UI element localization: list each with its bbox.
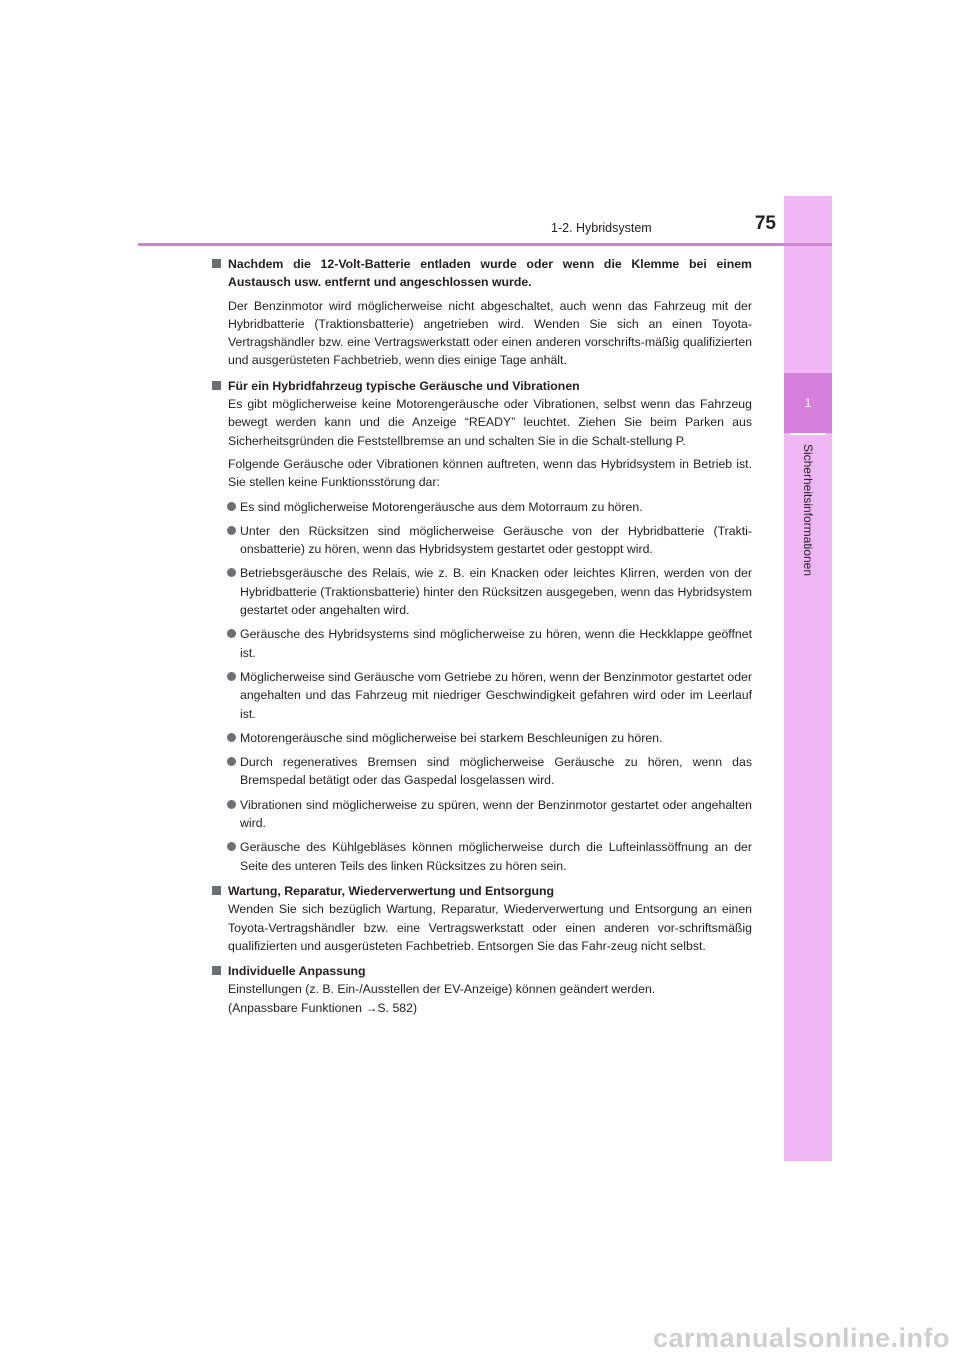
heading-text: Wartung, Reparatur, Wiederverwertung und Entsorgung	[228, 883, 555, 898]
list-item-text: Betriebsgeräusche des Relais, wie z. B. ein Knacken oder leichtes Klirren, werden von der Hybridbatterie (Traktionsbatterie) hinter den Rücksitzen ausgegeben, wenn das Hybridsystem gestartet oder angehalten wird.	[240, 566, 752, 618]
list-item	[212, 729, 752, 747]
paragraph: Wenden Sie sich bezüglich Wartung, Reparatur, Wiederverwertung und Entsorgung an einen Toyota-Vertragshändler bzw. eine Vertragswerkstatt oder einen anderen vor-schriftsmäßig qualifizierten und ausgerüsteten Fachbetrieb. Entsorgen Sie das Fahr-zeug nicht selbst.	[228, 902, 752, 953]
page-number: 75	[754, 213, 776, 234]
round-bullet-icon	[227, 629, 236, 638]
square-bullet-icon	[212, 381, 221, 390]
chapter-number-tab	[784, 373, 832, 433]
list-item	[212, 796, 752, 833]
list-item	[212, 564, 752, 619]
list-item	[212, 668, 752, 723]
round-bullet-icon	[227, 733, 236, 742]
list-item-text: Motorengeräusche sind möglicherweise bei starkem Beschleunigen zu hören.	[240, 730, 663, 745]
round-bullet-icon	[227, 502, 236, 511]
chapter-title-vertical: Sicherheitsinformationen	[801, 443, 815, 577]
square-bullet-icon	[212, 966, 221, 975]
list-item-text: Möglicherweise sind Geräusche vom Getriebe zu hören, wenn der Benzinmotor gestartet oder angehalten und das Fahrzeug mit niedriger Geschwindigkeit gefahren wird oder im Leerlauf ist.	[240, 669, 752, 721]
reference-prefix: (Anpassbare Funktionen	[228, 1000, 366, 1015]
round-bullet-icon	[227, 800, 236, 809]
paragraph: Es gibt möglicherweise keine Motorengeräusche oder Vibrationen, selbst wenn das Fahrzeug bewegt werden kann und die Anzeige “READY” leuchtet. Ziehen Sie beim Parken aus Sicherheitsgründen die Feststellbremse an und schalten Sie in die Schalt-stellung P.	[228, 397, 752, 448]
page-reference[interactable]	[212, 999, 752, 1017]
section-heading	[212, 962, 752, 980]
round-bullet-icon	[227, 568, 236, 577]
list-item-text: Geräusche des Kühlgebläses können möglicherweise durch die Lufteinlassöffnung an der Seite des unteren Teils des linken Rücksitzes zu hören sein.	[240, 840, 752, 873]
right-arrow-icon: →	[365, 1000, 378, 1015]
list-item	[212, 838, 752, 875]
section-heading	[212, 255, 752, 292]
paragraph: Folgende Geräusche oder Vibrationen können auftreten, wenn das Hybridsystem in Betrieb ist. Sie stellen keine Funktionsstörung dar:	[228, 456, 752, 490]
header-rule	[138, 243, 832, 246]
side-tab-divider	[790, 433, 826, 435]
section-battery	[212, 255, 752, 370]
list-item	[212, 522, 752, 559]
section-noises	[212, 377, 752, 875]
round-bullet-icon	[227, 757, 236, 766]
section-header: 1-2. Hybridsystem	[551, 221, 652, 235]
page-content	[212, 255, 752, 1024]
round-bullet-icon	[227, 842, 236, 851]
square-bullet-icon	[212, 886, 221, 895]
paragraph: Einstellungen (z. B. Ein-/Ausstellen der EV-Anzeige) können geändert werden.	[228, 982, 656, 997]
list-item	[212, 625, 752, 662]
list-item-text: Es sind möglicherweise Motorengeräusche aus dem Motorraum zu hören.	[240, 499, 643, 514]
chapter-number: 1	[804, 396, 812, 410]
list-item-text: Durch regeneratives Bremsen sind möglicherweise Geräusche zu hören, wenn das Bremspedal betätigt oder das Gaspedal losgelassen wird.	[240, 755, 752, 788]
round-bullet-icon	[227, 672, 236, 681]
list-item	[212, 753, 752, 790]
square-bullet-icon	[212, 259, 221, 268]
round-bullet-icon	[227, 526, 236, 535]
section-heading	[212, 377, 752, 395]
section-customization	[212, 962, 752, 1017]
heading-text: Für ein Hybridfahrzeug typische Geräusche und Vibrationen	[228, 378, 580, 393]
list-item-text: Geräusche des Hybridsystems sind möglicherweise zu hören, wenn die Heckklappe geöffnet ist.	[240, 627, 752, 660]
list-item	[212, 498, 752, 516]
section-heading	[212, 882, 752, 900]
list-item-text: Vibrationen sind möglicherweise zu spüren, wenn der Benzinmotor gestartet oder angehalten wird.	[240, 797, 752, 831]
list-item-text: Unter den Rücksitzen sind möglicherweise Geräusche von der Hybridbatterie (Trakti-onsbatterie) zu hören, wenn das Hybridsystem gestartet oder gestoppt wird.	[240, 523, 752, 557]
watermark: carmanualsonline.info	[652, 1323, 950, 1353]
section-maintenance	[212, 882, 752, 955]
paragraph: Der Benzinmotor wird möglicherweise nicht abgeschaltet, auch wenn das Fahrzeug mit der Hybridbatterie (Traktionsbatterie) angetrieben wird. Wenden Sie sich an einen Toyota-Vertragshändler bzw. eine Vertragswerkstatt oder einen anderen vorschrifts-mäßig qualifizierten und ausgerüsteten Fachbetrieb, wenn dies einige Tage anhält.	[228, 298, 752, 368]
heading-text: Nachdem die 12-Volt-Batterie entladen wurde oder wenn die Klemme bei einem Austausch usw. entfernt und angeschlossen wurde.	[228, 257, 752, 290]
reference-page: S. 582)	[377, 1000, 418, 1015]
heading-text: Individuelle Anpassung	[228, 964, 366, 979]
side-tab	[784, 196, 832, 1161]
